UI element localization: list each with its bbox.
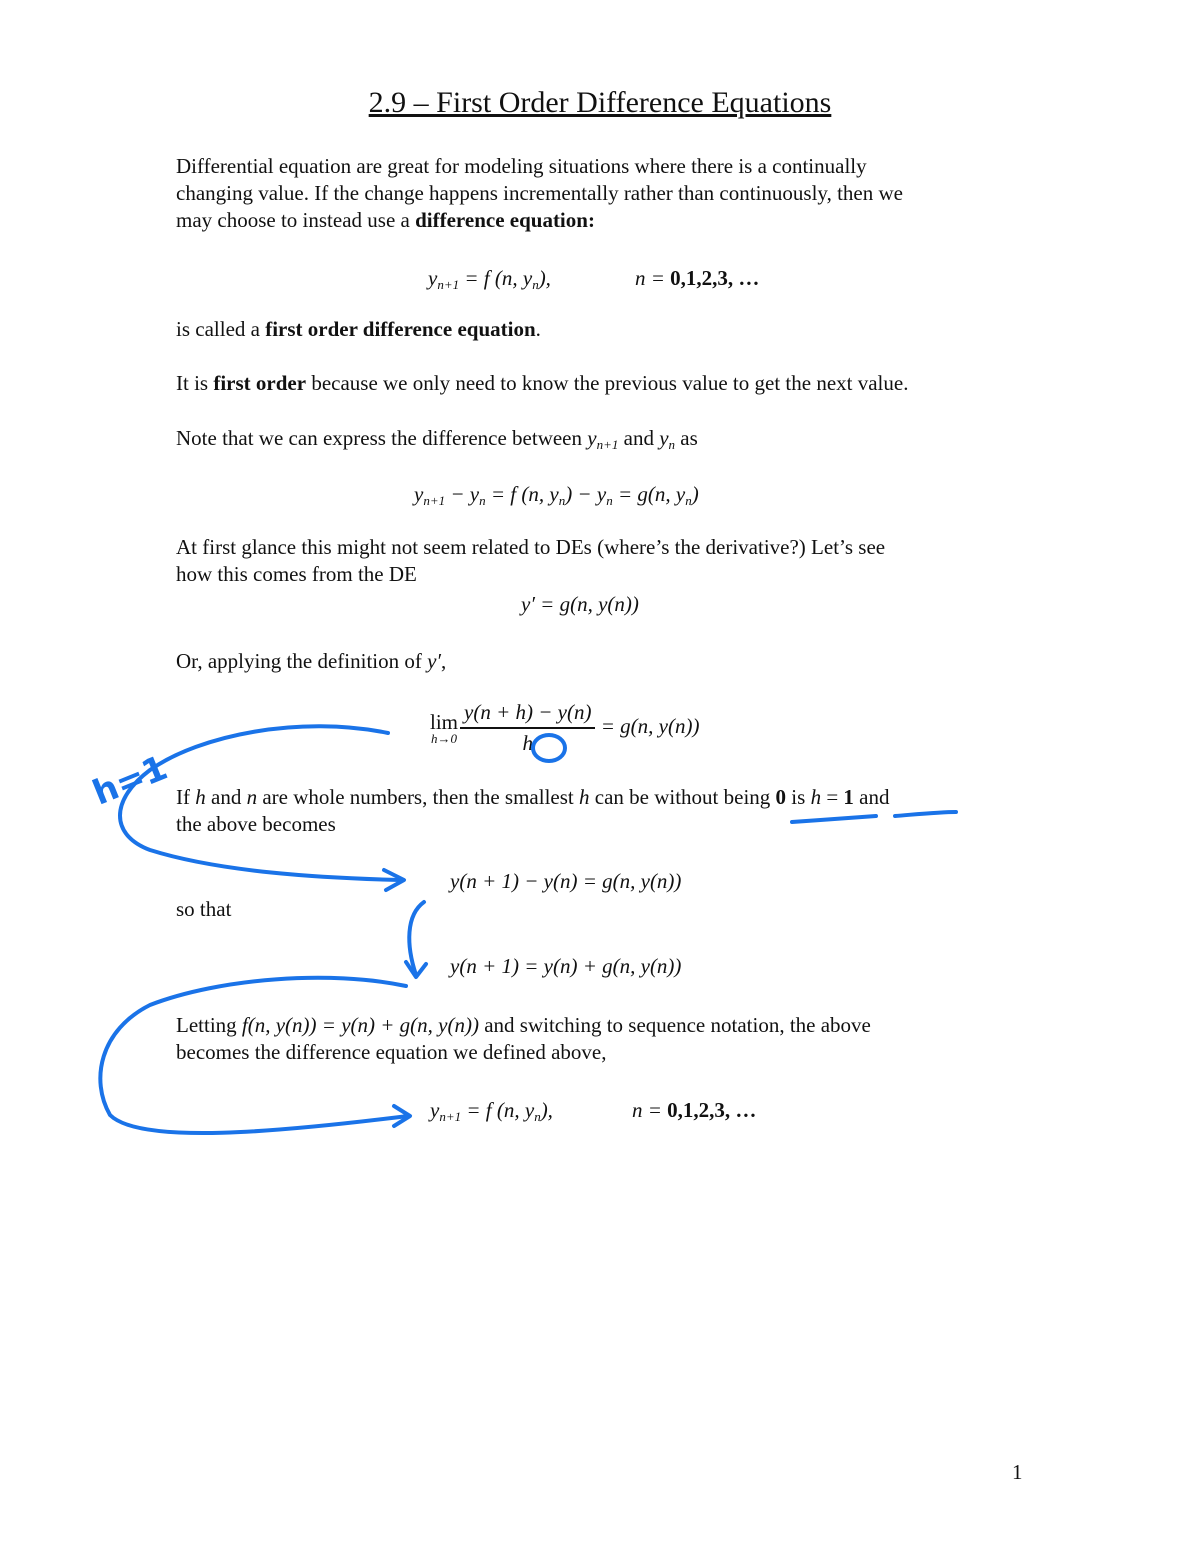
- so-that-line: so that: [176, 897, 232, 921]
- applying-line: Or, applying the definition of y′,: [176, 649, 447, 673]
- difference-equation-final: $y_{n+1} = f$ (n, $y_n$),: [430, 1098, 553, 1124]
- first-order-line: It is first order because we only need to know the previous value to get the next value.: [176, 371, 909, 395]
- de-equation: y′ = g(n, y(n)): [521, 592, 639, 616]
- arrow-head-2: [394, 1106, 410, 1126]
- handwritten-h-equals-1: h=1: [87, 747, 174, 814]
- intro-line-1: Differential equation are great for modeling situations where there is a continually: [176, 154, 867, 178]
- term-difference-equation: difference equation:: [415, 208, 595, 232]
- arrow-head-curl: [406, 962, 426, 977]
- underline-h-equals-1: [895, 812, 956, 816]
- limit-equation: lim h→0 $\frac{y(n + h) - y(n)}{h}$ = g(n, y(n)): [430, 700, 700, 755]
- n-range-final: n = 0,1,2,3, …: [632, 1098, 757, 1122]
- intro-line-3: may choose to instead use a difference equation:: [176, 208, 595, 232]
- page-title: 2.9 – First Order Difference Equations: [368, 86, 832, 119]
- intro-paragraph: [176, 153, 903, 234]
- limit-operator: lim h→0: [430, 709, 459, 746]
- n-range-1: n = 0,1,2,3, …: [635, 266, 760, 290]
- note-line: Note that we can express the difference between $y_{n+1}$ and $y_n$ as: [176, 426, 698, 452]
- letting-paragraph: Letting f(n, y(n)) = y(n) + g(n, y(n)) and switching to sequence notation, the above becomes the difference equation we defined above,: [176, 1013, 871, 1064]
- whole-numbers-paragraph: If h and n are whole numbers, then the smallest h can be without being 0 is h = 1 and the above becomes: [176, 785, 890, 836]
- difference-equation-1: $y_{n+1} = f$ (n, $y_n$),: [428, 266, 551, 292]
- glance-paragraph: At first glance this might not seem related to DEs (where’s the derivative?) Let’s see how this comes from the DE: [176, 535, 886, 586]
- discrete-equation-2: y(n + 1) = y(n) + g(n, y(n)): [450, 954, 682, 978]
- curl-arrow: [409, 902, 424, 975]
- arrow-head-1: [384, 870, 404, 890]
- difference-quotient: $\frac{y(n + h) - y(n)}{h}$: [460, 700, 595, 756]
- called-line: is called a first order difference equation.: [176, 317, 541, 341]
- discrete-equation-1: y(n + 1) − y(n) = g(n, y(n)): [450, 869, 682, 893]
- page-number: 1: [1012, 1460, 1023, 1484]
- difference-equation-2: $y_{n+1} - y_n = f$ (n, $y_n) - y_n = g(n$, $y_n$): [414, 482, 699, 508]
- intro-line-2: changing value. If the change happens incrementally rather than continuously, then we: [176, 181, 903, 205]
